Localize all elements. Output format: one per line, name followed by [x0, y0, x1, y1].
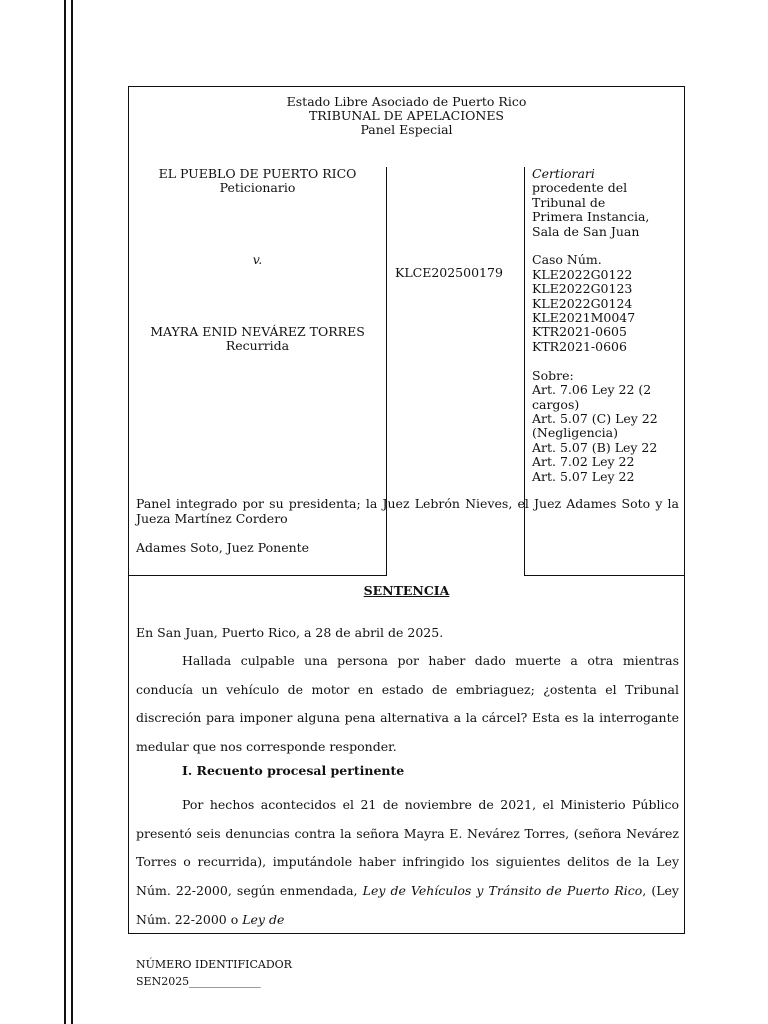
header-line-3: Panel Especial: [360, 122, 453, 137]
paragraph-2-text-cont: , (Ley Núm. 22-2000 o: [136, 883, 679, 927]
versus: v.: [252, 252, 263, 267]
document-frame: [128, 86, 685, 934]
paragraph-1: Hallada culpable una persona por haber dado muerte a otra mientras conducía un vehículo de motor en estado de embriaguez; ¿ostenta el Tribunal discreción para imponer alguna pena alternativa a la cárcel? Esta es la interrogante medular que nos corresponde responder.: [136, 653, 679, 755]
procedural-line: KLE2022G0122: [532, 266, 633, 282]
procedural-line: KTR2021-0606: [532, 338, 627, 354]
panel-composition: Panel integrado por su presidenta; la Juez Lebrón Nieves, el Juez Adames Soto y la Jueza Martínez Cordero: [136, 496, 679, 526]
paragraph-2-text: Por hechos acontecidos el 21 de noviembre de 2021, el Ministerio Público presentó seis denuncias contra la señora Mayra E. Nevárez Torres, (señora Nevárez Torres o recurrida), imputándole haber infringido los siguientes delitos de la Ley Núm. 22-2000, según enmendada,: [136, 797, 679, 899]
procedural-line: Art. 7.02 Ley 22: [532, 454, 635, 470]
law-name-short: Ley de: [242, 911, 285, 927]
header-line-1: Estado Libre Asociado de Puerto Rico: [286, 94, 527, 109]
procedural-line: Art. 5.07 (C) Ley 22: [532, 410, 658, 426]
procedural-line: Art. 5.07 (B) Ley 22: [532, 439, 658, 455]
court-header: [129, 95, 684, 137]
document-title: SENTENCIA: [363, 583, 450, 598]
date-line: En San Juan, Puerto Rico, a 28 de abril de 2025.: [136, 625, 444, 640]
procedural-line: KTR2021-0605: [532, 324, 627, 340]
procedural-line: (Negligencia): [532, 425, 618, 441]
respondent-name: MAYRA ENID NEVÁREZ TORRES: [150, 324, 365, 339]
procedural-lines: [532, 181, 658, 484]
certiorari-label: Certiorari: [532, 166, 595, 181]
procedural-line: Sala de San Juan: [532, 223, 640, 239]
footer-line-1: NÚMERO IDENTIFICADOR: [136, 958, 292, 971]
procedural-line: KLE2021M0047: [532, 310, 636, 326]
petitioner-role: Peticionario: [219, 180, 296, 195]
procedural-line: Art. 5.07 Ley 22: [532, 468, 635, 484]
procedural-line: procedente del: [532, 180, 628, 196]
margin-line-left: [64, 0, 66, 1024]
footer-identifier: [136, 957, 292, 990]
respondent-role: Recurrida: [225, 338, 290, 353]
procedural-line: KLE2022G0123: [532, 281, 633, 297]
header-line-2: TRIBUNAL DE APELACIONES: [308, 108, 505, 123]
judge-ponente: Adames Soto, Juez Ponente: [136, 540, 310, 555]
procedural-line: [532, 239, 658, 253]
footer-line-2: SEN2025_____________: [136, 974, 261, 988]
paragraph-2: [136, 791, 679, 935]
procedural-line: Caso Núm.: [532, 252, 602, 268]
procedural-line: KLE2022G0124: [532, 295, 633, 311]
law-name: Ley de Vehículos y Tránsito de Puerto Rico: [362, 883, 643, 899]
section-heading: I. Recuento procesal pertinente: [182, 763, 405, 778]
case-number: KLCE202500179: [395, 265, 503, 280]
procedural-text: [532, 167, 658, 484]
margin-line-right: [71, 0, 73, 1024]
petitioner-name: EL PUEBLO DE PUERTO RICO: [158, 166, 357, 181]
procedural-line: Art. 7.06 Ley 22 (2: [532, 382, 652, 398]
procedural-line: [532, 354, 658, 368]
procedural-line: Tribunal de: [532, 194, 606, 210]
procedural-line: cargos): [532, 396, 580, 412]
procedural-line: Sobre:: [532, 367, 574, 383]
procedural-line: Primera Instancia,: [532, 209, 650, 225]
